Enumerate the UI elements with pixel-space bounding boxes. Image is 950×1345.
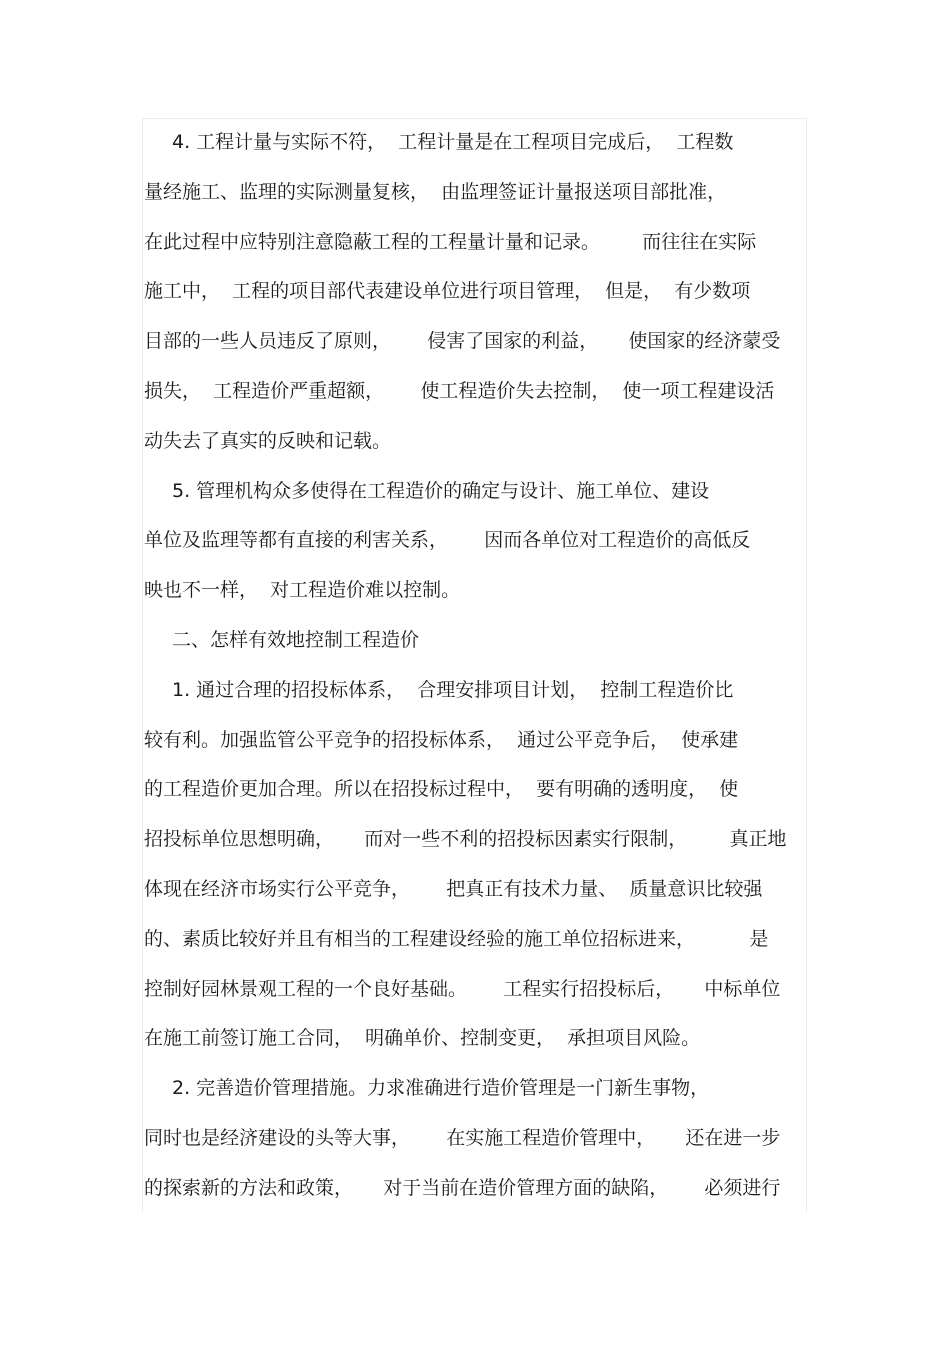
text-line: 施工中， 工程的项目部代表建设单位进行项目管理， 但是， 有少数项 — [144, 280, 751, 303]
text-line: 1. 通过合理的招投标体系， 合理安排项目计划， 控制工程造价比 — [172, 678, 734, 701]
text-line: 体现在经济市场实行公平竞争， 把真正有技术力量、 质量意识比较强 — [144, 877, 763, 900]
text-line: 在此过程中应特别注意隐蔽工程的工程量计量和记录。 而往往在实际 — [144, 230, 757, 253]
text-line: 二、怎样有效地控制工程造价 — [172, 628, 420, 651]
text-line: 招投标单位思想明确， 而对一些不利的招投标因素实行限制， 真正地 — [144, 828, 787, 851]
document-body — [144, 118, 808, 1214]
text-line: 动失去了真实的反映和记载。 — [144, 429, 392, 452]
text-line: 映也不一样， 对工程造价难以控制。 — [144, 579, 461, 602]
text-line: 的工程造价更加合理。所以在招投标过程中， 要有明确的透明度， 使 — [144, 778, 739, 801]
text-line: 的探索新的方法和政策， 对于当前在造价管理方面的缺陷， 必须进行 — [144, 1176, 781, 1199]
text-line: 较有利。加强监管公平竞争的招投标体系， 通过公平竞争后， 使承建 — [144, 728, 739, 751]
text-line: 的、素质比较好并且有相当的工程建设经验的施工单位招标进来， 是 — [144, 927, 769, 950]
text-line: 单位及监理等都有直接的利害关系， 因而各单位对工程造价的高低反 — [144, 529, 751, 552]
text-line: 2. 完善造价管理措施。力求准确进行造价管理是一门新生事物， — [172, 1077, 710, 1100]
text-line: 量经施工、监理的实际测量复核， 由监理签证计量报送项目部批准， — [144, 180, 727, 203]
text-line: 同时也是经济建设的头等大事， 在实施工程造价管理中， 还在进一步 — [144, 1126, 781, 1149]
text-line: 5. 管理机构众多使得在工程造价的确定与设计、施工单位、建设 — [172, 479, 710, 502]
text-line: 损失， 工程造价严重超额， 使工程造价失去控制， 使一项工程建设活 — [144, 379, 775, 402]
text-line: 在施工前签订施工合同， 明确单价、控制变更， 承担项目风险。 — [144, 1027, 701, 1050]
text-line: 目部的一些人员违反了原则， 侵害了国家的利益， 使国家的经济蒙受 — [144, 330, 781, 353]
text-line: 4. 工程计量与实际不符， 工程计量是在工程项目完成后， 工程数 — [172, 131, 734, 153]
text-line: 控制好园林景观工程的一个良好基础。 工程实行招投标后， 中标单位 — [144, 977, 781, 1000]
